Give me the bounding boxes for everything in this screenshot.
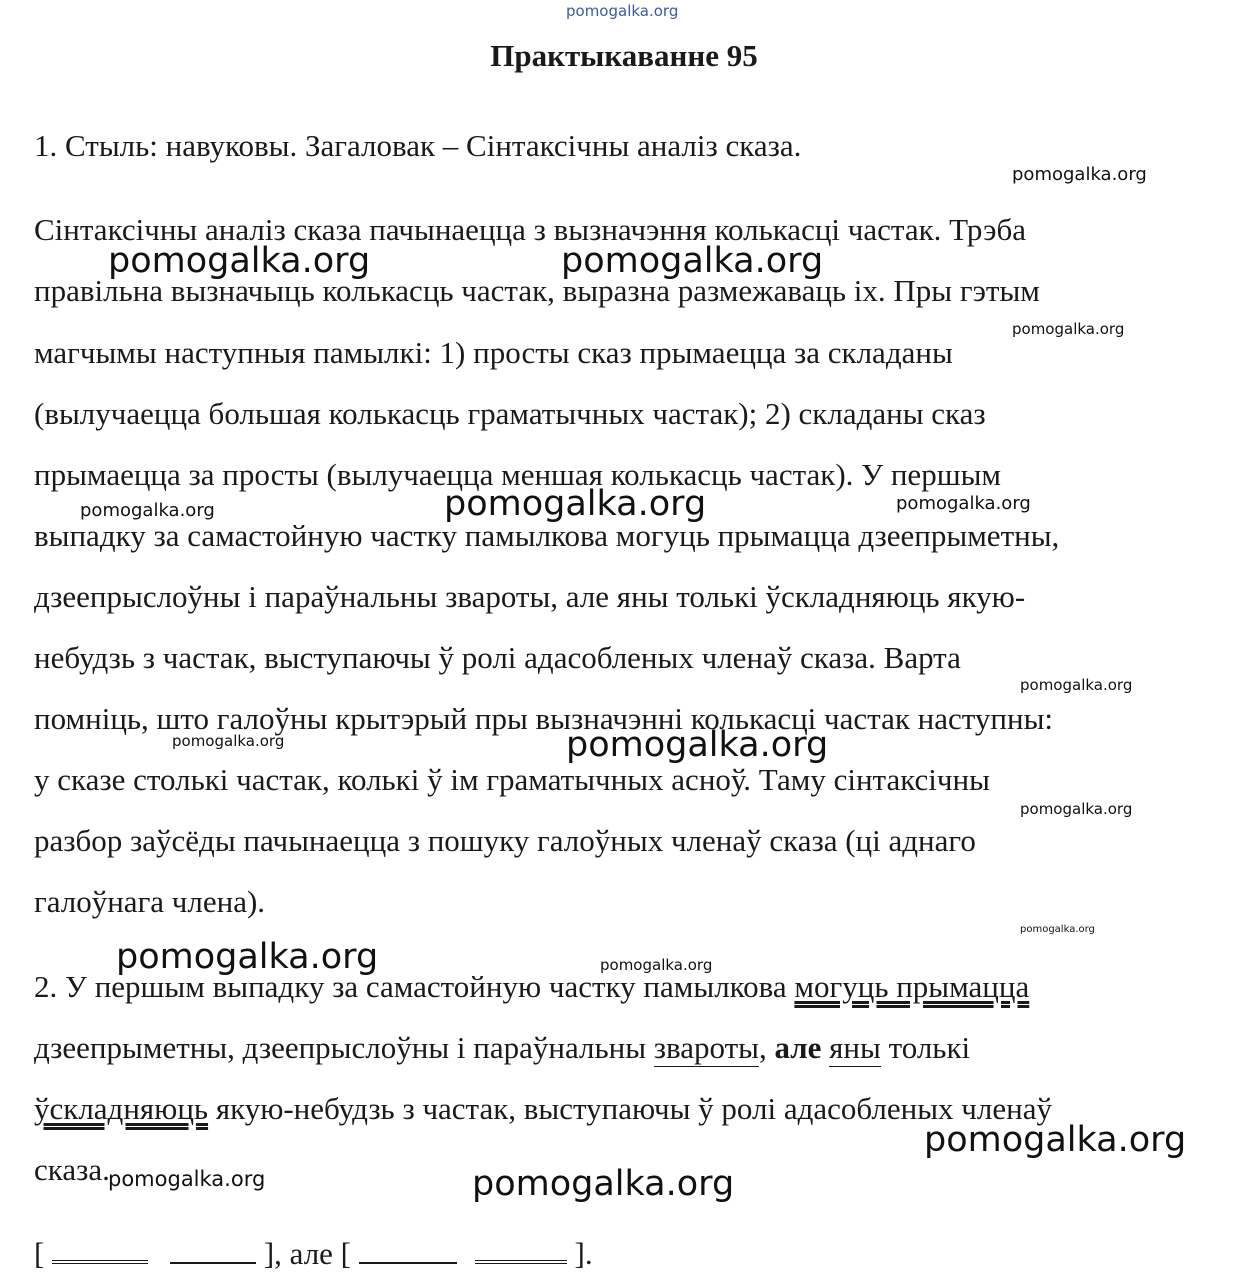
watermark: pomogalka.org — [1020, 924, 1095, 935]
watermark: pomogalka.org — [116, 937, 379, 977]
watermark: pomogalka.org — [108, 1167, 266, 1191]
scheme-conjunction: але — [289, 1236, 333, 1271]
watermark: pomogalka.org — [80, 500, 215, 521]
scheme-open-1: [ — [34, 1236, 53, 1271]
task1-line-9: помніць, што галоўны крытэрый пры вызначэнні колькасці частак наступны: — [34, 701, 1054, 736]
watermark: pomogalka.org — [566, 725, 829, 765]
space — [821, 1030, 829, 1065]
task1-line-8: небудзь з частак, выступаючы ў ролі адасобленых членаў сказа. Варта — [34, 640, 961, 675]
scheme-close-1: ], — [256, 1236, 290, 1271]
page-title: Практыкаванне 95 — [490, 38, 758, 73]
watermark: pomogalka.org — [1012, 320, 1125, 338]
scheme-close-2: ]. — [566, 1236, 593, 1271]
sentence-scheme — [34, 1236, 593, 1272]
watermark: pomogalka.org — [566, 2, 679, 20]
watermark: pomogalka.org — [561, 241, 824, 281]
subject-2: яны — [829, 1030, 881, 1065]
watermark: pomogalka.org — [108, 241, 371, 281]
task2-text-c: якую-небудзь з частак, выступаючы ў ролі адасобленых членаў — [208, 1091, 1052, 1126]
comma: , — [758, 1030, 775, 1065]
watermark: pomogalka.org — [444, 484, 707, 524]
task2-intro: 2. У першым выпадку за самастойную частку памылкова — [34, 969, 795, 1004]
scheme-open-2: [ — [332, 1236, 359, 1271]
watermark: pomogalka.org — [472, 1164, 735, 1204]
task2-line-2 — [34, 1030, 970, 1066]
scheme-predicate-blank-2 — [475, 1238, 567, 1264]
watermark: pomogalka.org — [924, 1120, 1187, 1160]
scheme-predicate-blank-1 — [52, 1238, 148, 1264]
task1-line-5: прымаецца за просты (вылучаецца меншая колькасць частак). У першым — [34, 457, 1002, 492]
conjunction: але — [774, 1030, 822, 1065]
task1-line-7: дзеепрыслоўны і параўнальны звароты, але яны толькі ўскладняюць якую- — [34, 579, 1026, 614]
predicate-2: ўскладняюць — [34, 1091, 209, 1126]
task1-line-4: (вылучаецца большая колькасць граматычных частак); 2) складаны сказ — [34, 396, 986, 431]
task2-text-b: толькі — [880, 1030, 971, 1065]
task1-line-6: выпадку за самастойную частку памылкова могуць прымацца дзеепрыметны, — [34, 518, 1060, 553]
task2-line-4: сказа. — [34, 1152, 110, 1187]
task1-line-11: разбор заўсёды пачынаецца з пошуку галоўных членаў сказа (ці аднаго — [34, 823, 976, 858]
watermark: pomogalka.org — [1020, 676, 1133, 694]
predicate-1: могуць прымацца — [794, 969, 1030, 1004]
task1-line-1: Сінтаксічны аналіз сказа пачынаецца з вызначэння колькасці частак. Трэба — [34, 212, 1026, 247]
watermark: pomogalka.org — [896, 493, 1031, 514]
subject-1: звароты — [653, 1030, 759, 1065]
watermark: pomogalka.org — [1012, 164, 1147, 185]
task1-line-2: правільна вызначыць колькасць частак, выразна размежаваць іх. Пры гэтым — [34, 273, 1040, 308]
task1-header: 1. Стыль: навуковы. Загаловак – Сінтаксічны аналіз сказа. — [34, 128, 802, 163]
watermark: pomogalka.org — [600, 956, 713, 974]
watermark: pomogalka.org — [172, 732, 285, 750]
scheme-subject-blank-2 — [359, 1240, 457, 1264]
task2-line-3 — [34, 1091, 1052, 1127]
task1-line-3: магчымы наступныя памылкі: 1) просты сказ прымаецца за складаны — [34, 335, 953, 370]
watermark: pomogalka.org — [1020, 800, 1133, 818]
task2-text-a: дзеепрыметны, дзеепрыслоўны і параўнальны — [34, 1030, 654, 1065]
task1-line-12: галоўнага члена). — [34, 884, 266, 919]
scheme-subject-blank-1 — [170, 1240, 256, 1264]
task1-line-10: у сказе столькі частак, колькі ў ім граматычных асноў. Таму сінтаксічны — [34, 762, 990, 797]
